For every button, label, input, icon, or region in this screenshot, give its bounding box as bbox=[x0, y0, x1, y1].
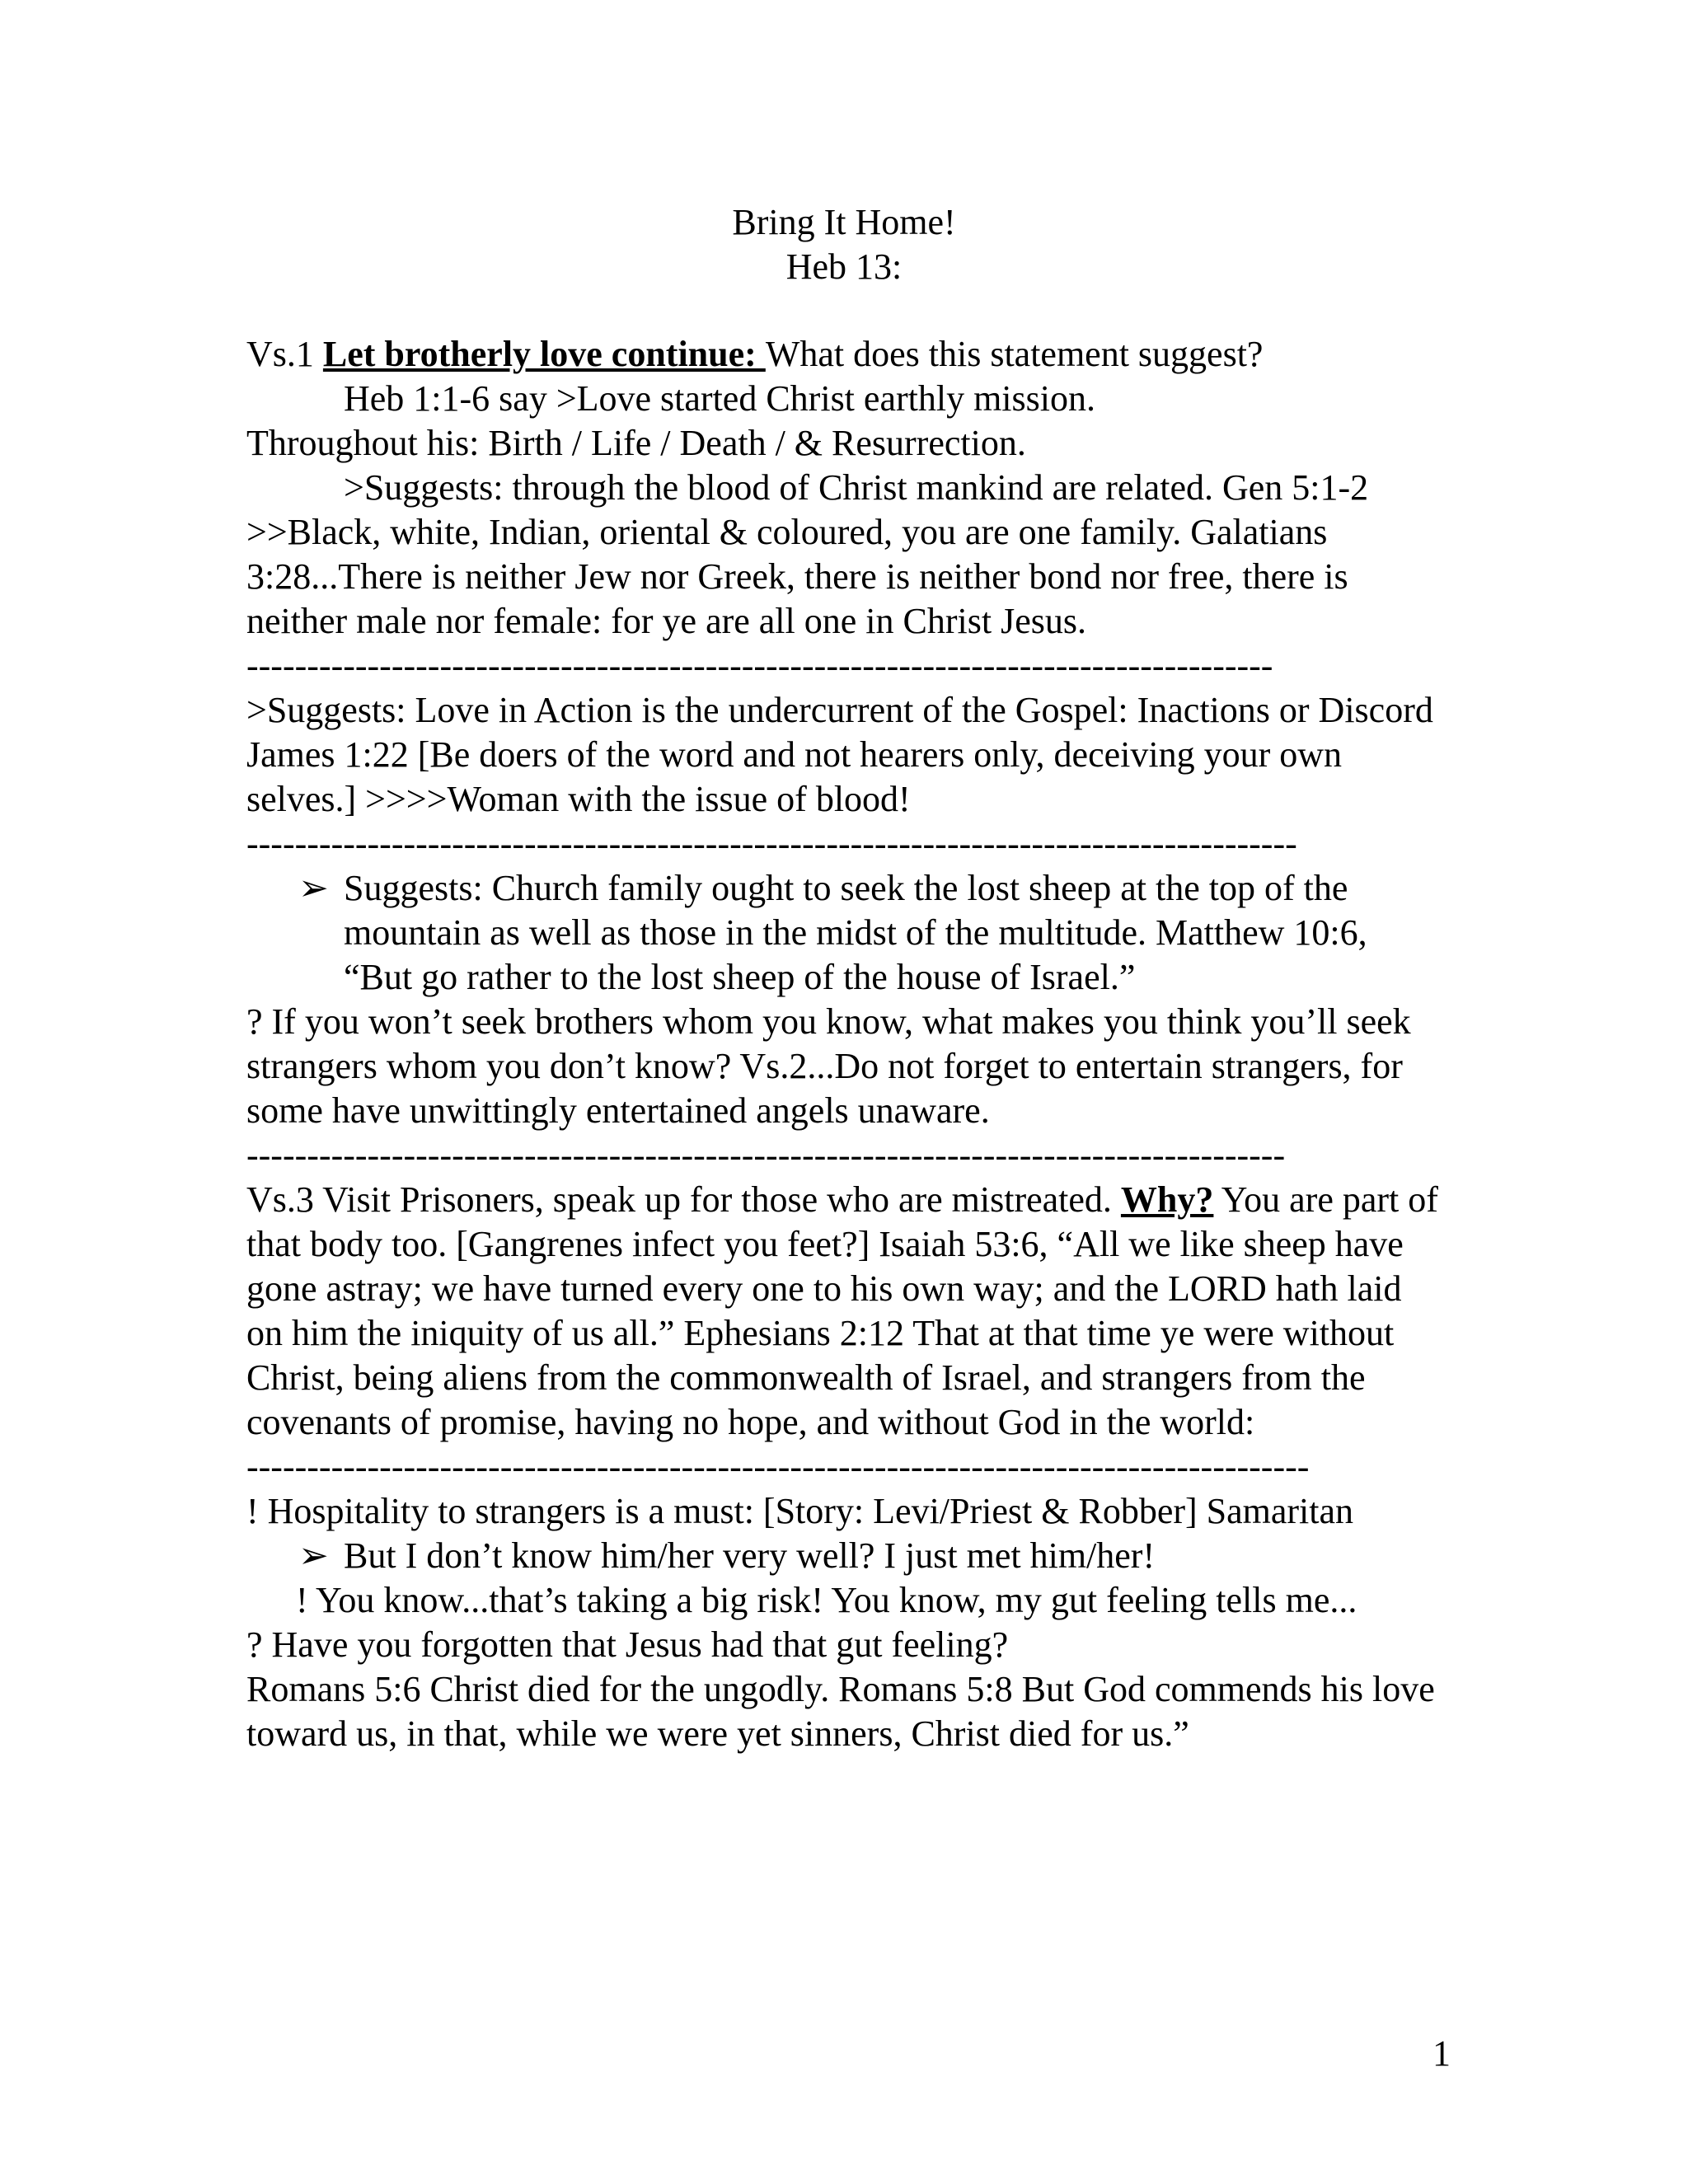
one-family-paragraph: >>Black, white, Indian, oriental & coloured, you are one family. Galatians 3:28...There is neither Jew nor Greek, there is neither bond nor free, there is neither male nor female: for ye are all one in Christ Jesus. bbox=[246, 512, 1348, 641]
separator-line: ------------------------------------------------------------------------------------- bbox=[246, 645, 1273, 686]
verse-1-heading: Let brotherly love continue: bbox=[322, 334, 766, 374]
seek-brothers-paragraph: ? If you won’t seek brothers whom you know, what makes you think you’ll seek strangers whom you don’t know? Vs.2...Do not forget to entertain strangers, for some have unwittingly entertained angels unaware. bbox=[246, 1001, 1411, 1131]
why-emphasis: Why? bbox=[1120, 1179, 1214, 1220]
romans-paragraph: Romans 5:6 Christ died for the ungodly. Romans 5:8 But God commends his love toward us, in that, while we were yet sinners, Christ died for us.” bbox=[246, 1669, 1435, 1754]
sermon-body bbox=[246, 332, 1442, 1756]
bullet-text: But I don’t know him/her very well? I just met him/her! bbox=[344, 1535, 1156, 1576]
separator-line: --------------------------------------------------------------------------------------- bbox=[246, 823, 1297, 864]
arrow-bullet-icon: ➢ bbox=[298, 868, 329, 908]
verse-1-question: What does this statement suggest? bbox=[765, 334, 1264, 374]
arrow-bullet-icon: ➢ bbox=[298, 1535, 329, 1576]
forgotten-question-line: ? Have you forgotten that Jesus had that gut feeling? bbox=[246, 1624, 1009, 1665]
bullet-text: Suggests: Church family ought to seek the lost sheep at the top of the mountain as well as those in the midst of the multitude. Matthew 10:6, “But go rather to the lost sheep of the house of Israel.” bbox=[344, 868, 1367, 997]
hospitality-line: ! Hospitality to strangers is a must: [Story: Levi/Priest & Robber] Samaritan bbox=[246, 1491, 1354, 1531]
verse-1-label: Vs.1 bbox=[246, 334, 323, 374]
separator-line: ---------------------------------------------------------------------------------------- bbox=[246, 1446, 1310, 1487]
bullet-item bbox=[246, 866, 1442, 1000]
suggests-blood-line: >Suggests: through the blood of Christ mankind are related. Gen 5:1-2 bbox=[344, 467, 1369, 508]
page-number: 1 bbox=[1432, 2033, 1451, 2074]
bullet-item bbox=[246, 1534, 1442, 1578]
separator-line: -------------------------------------------------------------------------------------- bbox=[246, 1135, 1286, 1175]
verse-1-line bbox=[246, 332, 1442, 377]
page-subtitle: Heb 13: bbox=[785, 246, 903, 287]
throughout-line: Throughout his: Birth / Life / Death / & Resurrection. bbox=[246, 423, 1026, 463]
page-title: Bring It Home! bbox=[732, 202, 956, 242]
love-in-action-paragraph: >Suggests: Love in Action is the undercurrent of the Gospel: Inactions or Discord James 1:22 [Be doers of the word and not hearers only, deceiving your own selves.] >>>>Woman with the issue of blood! bbox=[246, 690, 1433, 819]
heb-reference-line: Heb 1:1-6 say >Love started Christ earthly mission. bbox=[344, 378, 1095, 419]
verse-3-paragraph: Vs.3 Visit Prisoners, speak up for those who are mistreated. Why? You are part of that body too. [Gangrenes infect you feet?] Isaiah 53:6, “All we like sheep have gone astray; we have turned every one to his own way; and the LORD hath laid on him the iniquity of us all.” Ephesians 2:12 That at that time ye were without Christ, being aliens from the commonwealth of Israel, and strangers from the covenants of promise, having no hope, and without God in the world: bbox=[246, 1179, 1438, 1442]
gut-feeling-line: ! You know...that’s taking a big risk! You know, my gut feeling tells me... bbox=[296, 1580, 1357, 1620]
